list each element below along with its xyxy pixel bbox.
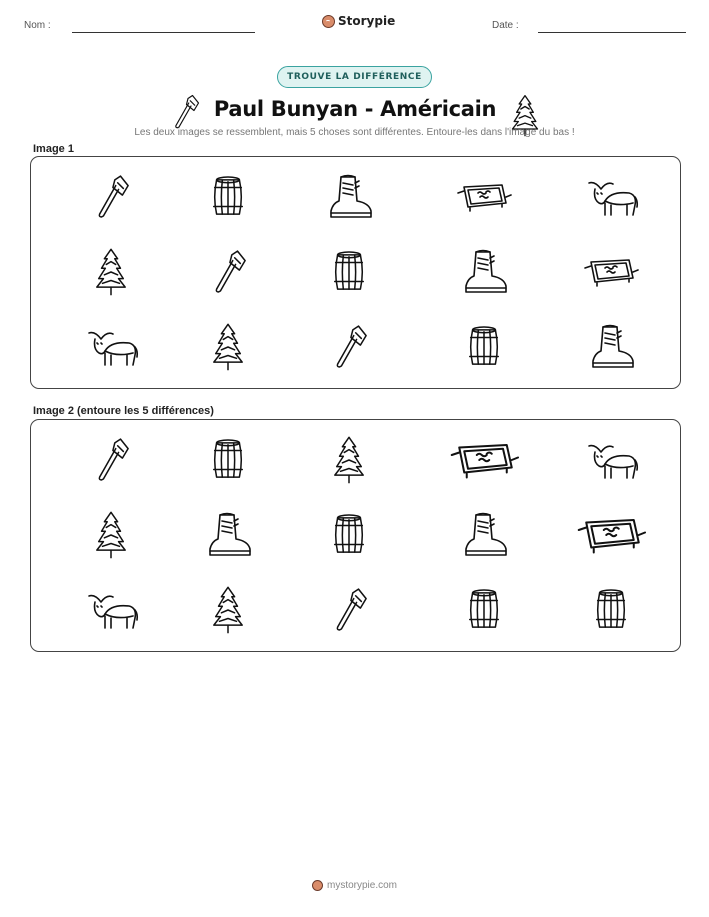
image2-griddle-icon[interactable] bbox=[575, 510, 648, 560]
image2-ox-icon[interactable] bbox=[583, 438, 639, 482]
image1-boot-icon bbox=[586, 323, 636, 371]
image1-griddle-icon bbox=[455, 177, 513, 217]
image2-ox-icon[interactable] bbox=[83, 588, 139, 632]
storypie-mascot-icon bbox=[312, 880, 323, 891]
image2-barrel-icon[interactable] bbox=[330, 511, 368, 559]
image2-panel[interactable] bbox=[30, 419, 681, 652]
page-title-text: Paul Bunyan - Américain bbox=[213, 97, 497, 121]
image2-tree-icon[interactable] bbox=[211, 583, 245, 637]
activity-badge: TROUVE LA DIFFÉRENCE bbox=[277, 66, 432, 88]
instructions: Les deux images se ressemblent, mais 5 choses sont différentes. Entoure-les dans l'image du bas ! bbox=[134, 127, 575, 138]
image1-ox-icon bbox=[83, 325, 139, 369]
image1-axe-icon bbox=[92, 173, 130, 221]
image1-ox-icon bbox=[583, 175, 639, 219]
image2-label: Image 2 (entoure les 5 différences) bbox=[33, 405, 214, 417]
image1-griddle-icon bbox=[582, 252, 640, 292]
image2-tree-icon[interactable] bbox=[332, 433, 366, 487]
image1-axe-icon bbox=[330, 323, 368, 371]
image2-barrel-icon[interactable] bbox=[592, 586, 630, 634]
image2-griddle-icon[interactable] bbox=[448, 435, 521, 485]
image2-barrel-icon[interactable] bbox=[465, 586, 503, 634]
pine-tree-icon bbox=[510, 94, 540, 124]
image1-boot-icon bbox=[324, 173, 374, 221]
image2-barrel-icon[interactable] bbox=[209, 436, 247, 484]
footer-url[interactable]: mystorypie.com bbox=[326, 880, 397, 891]
axe-icon bbox=[170, 94, 200, 124]
image1-barrel-icon bbox=[209, 173, 247, 221]
image2-boot-icon[interactable] bbox=[203, 511, 253, 559]
storypie-mascot-icon bbox=[322, 15, 335, 28]
image1-panel bbox=[30, 156, 681, 389]
logo-text: Storypie bbox=[338, 14, 396, 28]
footer bbox=[0, 880, 709, 891]
image2-tree-icon[interactable] bbox=[94, 508, 128, 562]
image2-axe-icon[interactable] bbox=[92, 436, 130, 484]
image1-axe-icon bbox=[209, 248, 247, 296]
image1-tree-icon bbox=[211, 320, 245, 374]
date-label: Date : bbox=[492, 20, 519, 31]
image1-boot-icon bbox=[459, 248, 509, 296]
page-title bbox=[160, 92, 550, 126]
storypie-logo bbox=[322, 14, 395, 28]
image1-barrel-icon bbox=[330, 248, 368, 296]
image1-label: Image 1 bbox=[33, 143, 74, 155]
name-label: Nom : bbox=[24, 20, 51, 31]
image1-barrel-icon bbox=[465, 323, 503, 371]
name-line[interactable] bbox=[72, 32, 255, 33]
image2-boot-icon[interactable] bbox=[459, 511, 509, 559]
image2-axe-icon[interactable] bbox=[330, 586, 368, 634]
date-line[interactable] bbox=[538, 32, 686, 33]
image1-tree-icon bbox=[94, 245, 128, 299]
